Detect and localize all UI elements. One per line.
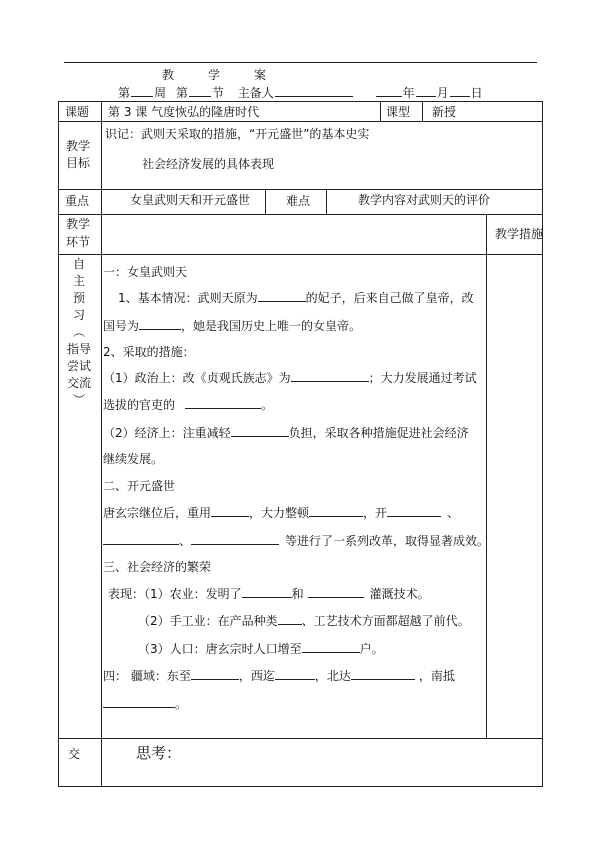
vertical-char: 自: [72, 257, 85, 271]
preparer-label: 主备人: [237, 86, 274, 100]
steps-label: 教学: [66, 217, 91, 231]
grid-line: [380, 101, 381, 121]
text: （2）手工业：在产品种类: [138, 614, 278, 628]
fill-blank[interactable]: [231, 424, 289, 437]
year-label: 年: [402, 86, 415, 100]
fill-blank[interactable]: [309, 504, 363, 517]
text: 户。: [359, 642, 384, 656]
content-line: [138, 640, 384, 657]
text: 唐玄宗继位后，重用: [103, 506, 212, 520]
fill-blank[interactable]: [103, 532, 179, 545]
preparer-blank[interactable]: [275, 85, 353, 97]
objective-1: 识记：武则天采取的措施，“开元盛世”的基本史实: [105, 127, 370, 141]
content-line: [138, 612, 470, 629]
measures-label: 教学措施: [495, 227, 544, 241]
key-label: 重点: [65, 194, 90, 208]
text: ；大力发展通过考试: [368, 371, 477, 385]
objective-2: 社会经济发展的具体表现: [142, 157, 275, 171]
content-line: [103, 317, 361, 334]
section-1-2-title: 2、采取的措施：: [103, 345, 195, 359]
text: （1）政治上：改《贞观氏族志》为: [103, 371, 291, 385]
period-blank[interactable]: [189, 85, 211, 97]
fill-blank[interactable]: [103, 695, 175, 708]
week-label: 周: [154, 86, 167, 100]
vertical-char: 交流: [66, 376, 91, 390]
title-char: 学: [208, 68, 221, 82]
page-title: [162, 66, 300, 83]
reflection-row-label: 交: [68, 747, 81, 761]
period-prefix: 第: [175, 86, 188, 100]
title-char: 教: [162, 68, 175, 82]
grid-line: [58, 101, 59, 787]
text: 。: [261, 398, 274, 412]
content-line: [103, 532, 489, 549]
content-line: [118, 289, 474, 306]
text: （2）经济上：注重减轻: [103, 426, 231, 440]
text: 。: [175, 697, 188, 711]
reflection-label: 思考：: [136, 744, 182, 762]
content-line: [103, 667, 455, 684]
content-line: [103, 424, 469, 441]
fill-blank[interactable]: [191, 532, 279, 545]
month-label: 月: [436, 86, 449, 100]
text: 和: [291, 587, 304, 601]
grid-line: [58, 101, 543, 102]
fill-blank[interactable]: [308, 585, 364, 598]
text: 1、基本情况：武则天原为: [118, 291, 258, 305]
vertical-char: 尝试: [66, 359, 91, 373]
text: 灌溉技术。: [369, 587, 430, 601]
difficulty-label: 难点: [286, 194, 311, 208]
grid-line: [422, 101, 423, 121]
top-rule: [64, 62, 537, 63]
vertical-char: 预: [72, 291, 85, 305]
day-label: 日: [470, 86, 483, 100]
grid-line: [326, 189, 327, 214]
content-line: [103, 695, 187, 712]
text: ，大力整顿: [249, 506, 310, 520]
fill-blank[interactable]: [387, 504, 441, 517]
grid-line: [58, 121, 543, 122]
objectives-label: 教学: [66, 139, 91, 153]
day-blank[interactable]: [450, 85, 470, 97]
title-char: 案: [254, 68, 267, 82]
text: 国号为: [103, 319, 140, 333]
type-value: 新授: [432, 105, 457, 119]
type-label: 课型: [386, 105, 411, 119]
section-2-title: 二、开元盛世: [103, 479, 176, 493]
content-line: [103, 396, 273, 413]
grid-line: [101, 101, 102, 787]
fill-blank[interactable]: [258, 289, 306, 302]
vertical-char: 主: [72, 274, 85, 288]
vertical-char: 指导: [66, 342, 91, 356]
topic-value: 第 3 课 气度恢弘的隆唐时代: [108, 105, 260, 119]
fill-blank[interactable]: [275, 667, 315, 680]
text: 负担，采取各种措施促进社会经济: [288, 426, 469, 440]
text: ，开: [363, 506, 388, 520]
text: 、工艺技术方面都超越了前代。: [301, 614, 470, 628]
text: 选拔的官吏的: [103, 398, 176, 412]
text: ，她是我国历史上唯一的女皇帝。: [181, 319, 362, 333]
grid-line: [542, 101, 543, 787]
text: 四： 疆域：东至: [103, 669, 191, 683]
grid-line: [58, 189, 543, 190]
grid-line: [58, 738, 543, 739]
text: 的妃子，后来自己做了皇帝，改: [305, 291, 474, 305]
fill-blank[interactable]: [242, 585, 292, 598]
vertical-char: 习: [72, 308, 85, 322]
fill-blank[interactable]: [191, 667, 239, 680]
steps-label: 环节: [66, 235, 91, 249]
text: 表现：（1）农业：发明了: [108, 587, 242, 601]
text: ，北达: [314, 669, 351, 683]
text: ，西迄: [238, 669, 275, 683]
objectives-label: 目标: [66, 156, 91, 170]
year-blank[interactable]: [376, 85, 402, 97]
difficulty-value: 教学内容对武则天的评价: [358, 193, 491, 207]
section-1-title: 一：女皇武则天: [103, 265, 188, 279]
section-3-title: 三、社会经济的繁荣: [103, 560, 212, 574]
header-info-line: [118, 84, 498, 101]
grid-line: [265, 189, 266, 214]
content-line: 继续发展。: [103, 452, 164, 466]
vertical-char: ︵: [72, 325, 85, 339]
fill-blank[interactable]: [278, 612, 302, 625]
text: 、: [179, 534, 192, 548]
fill-blank[interactable]: [351, 667, 415, 680]
grid-line: [486, 214, 487, 738]
text: 等进行了一系列改革，取得显著成效。: [285, 534, 490, 548]
week-blank[interactable]: [131, 85, 153, 97]
key-value: 女皇武则天和开元盛世: [130, 193, 251, 207]
fill-blank[interactable]: [211, 504, 249, 517]
grid-line: [58, 214, 543, 215]
grid-line: [58, 254, 543, 255]
text: ，南抵: [418, 669, 455, 683]
topic-label: 课题: [65, 105, 90, 119]
fill-blank[interactable]: [302, 640, 360, 653]
text: （3）人口：唐玄宗时人口增至: [138, 642, 302, 656]
content-line: [108, 585, 430, 602]
vertical-char: ︶: [72, 393, 85, 407]
content-line: [103, 369, 477, 386]
week-prefix: 第: [118, 86, 131, 100]
content-line: [103, 504, 459, 521]
month-blank[interactable]: [416, 85, 436, 97]
self-study-label: [64, 256, 94, 409]
grid-line: [58, 786, 543, 787]
period-label: 节: [211, 86, 224, 100]
fill-blank[interactable]: [139, 317, 181, 330]
fill-blank[interactable]: [291, 369, 369, 382]
fill-blank[interactable]: [185, 396, 261, 409]
text: 、: [447, 506, 460, 520]
